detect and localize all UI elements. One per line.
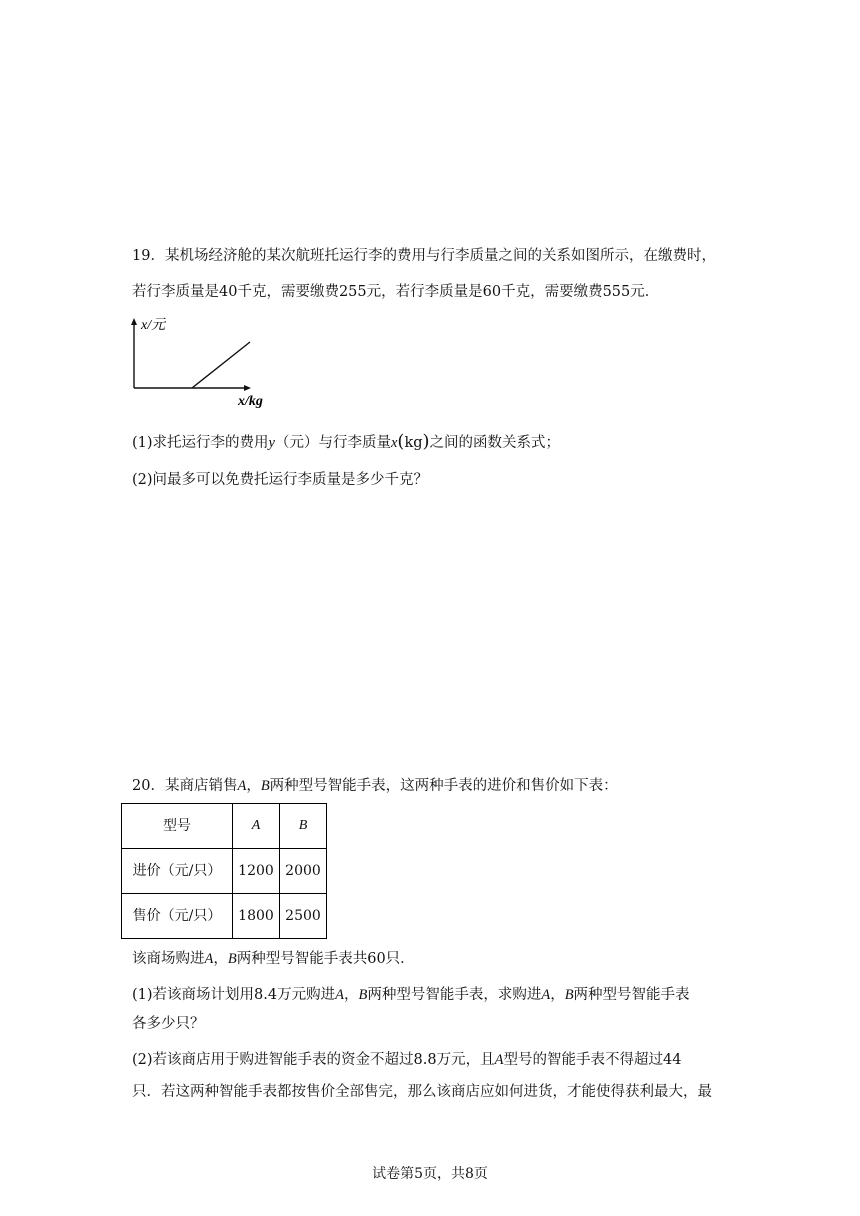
- comma: ，: [246, 778, 261, 794]
- fee-graph: [126, 312, 276, 412]
- q20-after-table: [132, 949, 415, 969]
- q19-sub1: [132, 432, 560, 453]
- q19-sub1-prefix: (1)求托运行李的费用: [132, 435, 269, 451]
- comma: ，: [343, 987, 359, 1003]
- model-a: A: [541, 987, 551, 1003]
- table-header-cell: 型号: [122, 804, 233, 849]
- model-a: A: [237, 778, 247, 794]
- q20-line-1a: 20．某商店销售: [132, 778, 238, 794]
- q19-line-2: 若行李质量是40千克，需要缴费255元，若行李质量是60千克，需要缴费555元．: [132, 284, 660, 300]
- y-axis-label: x/元: [141, 318, 166, 333]
- paren-close: ): [422, 431, 430, 452]
- page-footer: 试卷第5页，共8页: [372, 1166, 488, 1182]
- q20-after-b: 两种型号智能手表共60只．: [236, 951, 415, 967]
- model-a: A: [494, 1052, 504, 1068]
- unit-kg: kg: [404, 435, 423, 451]
- q19-line-1: 19．某机场经济舱的某次航班托运行李的费用与行李质量之间的关系如图所示，在缴费时，: [132, 248, 716, 264]
- table-cell: 2000: [280, 849, 327, 894]
- comma: ，: [213, 951, 228, 967]
- q20-line-1: [132, 776, 618, 796]
- paren-open: (: [397, 431, 405, 452]
- q20-sub2-line-2: 只．若这两种智能手表都按售价全部售完，那么该商店应如何进货，才能使得获利最大，最: [132, 1084, 712, 1100]
- table-cell: 进价（元/只）: [122, 849, 233, 894]
- table-header-row: [122, 804, 327, 849]
- q20-after-a: 该商场购进: [132, 951, 205, 967]
- table-cell: 1800: [233, 894, 280, 939]
- table-cell: 2500: [280, 894, 327, 939]
- var-y: y: [268, 435, 275, 451]
- x-axis-label: x/kg: [238, 394, 263, 409]
- q20-sub1-line-2: 各多少只？: [132, 1016, 205, 1032]
- x-axis-arrow: [244, 385, 251, 391]
- table-header-cell: A: [233, 804, 280, 849]
- q20-s2b: 型号的智能手表不得超过44: [503, 1052, 682, 1068]
- y-axis-arrow: [131, 318, 137, 325]
- model-b: B: [564, 987, 574, 1003]
- q19-sub1-suffix: 之间的函数关系式；: [429, 435, 561, 451]
- q20-sub2-line-1: [132, 1050, 681, 1070]
- model-a: A: [335, 987, 344, 1003]
- q20-sub1-line-1: [132, 985, 690, 1005]
- table-cell: 售价（元/只）: [122, 894, 233, 939]
- var-x: x: [390, 435, 398, 451]
- q19-sub1-mid: （元）与行李质量: [274, 435, 391, 451]
- table-cell: 1200: [233, 849, 280, 894]
- table-header-cell: B: [280, 804, 327, 849]
- table-row: [122, 894, 327, 939]
- model-a: A: [204, 951, 214, 967]
- q20-s2a: (2)若该商店用于购进智能手表的资金不超过8.8万元，且: [132, 1052, 495, 1068]
- q19-sub2: (2)问最多可以免费托运行李质量是多少千克？: [132, 472, 429, 488]
- model-b: B: [227, 951, 237, 967]
- model-b: B: [358, 987, 368, 1003]
- price-table: [121, 803, 327, 939]
- model-b: B: [260, 778, 270, 794]
- q20-line-1b: 两种型号智能手表，这两种手表的进价和售价如下表：: [269, 778, 618, 794]
- q20-s1a: (1)若该商场计划用8.4万元购进: [132, 987, 336, 1003]
- table-row: [122, 849, 327, 894]
- q20-s1b: 两种型号智能手表，求购进: [367, 987, 542, 1003]
- fee-line: [192, 342, 250, 388]
- q20-s1c: 两种型号智能手表: [573, 987, 690, 1003]
- comma: ，: [550, 987, 565, 1003]
